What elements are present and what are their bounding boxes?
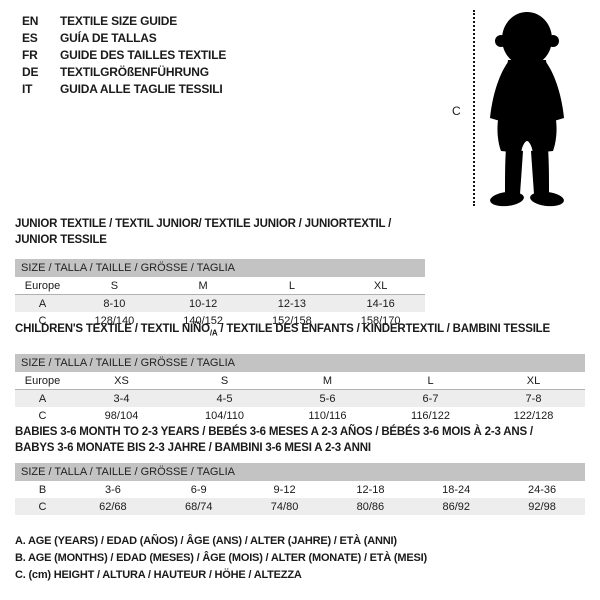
table-row (15, 498, 585, 515)
table-cell: XL (336, 277, 425, 295)
table-cell: 10-12 (189, 297, 218, 310)
table-cell: 74/80 (270, 500, 299, 513)
section-title: JUNIOR TEXTILE / TEXTIL JUNIOR/ TEXTILE JUNIOR / JUNIORTEXTIL / JUNIOR TESSILE (15, 218, 392, 246)
table-cell: S (173, 372, 276, 390)
language-row (22, 47, 226, 64)
table-cell: S (70, 277, 159, 295)
language-code: DE (22, 65, 39, 79)
table-row (15, 407, 585, 424)
section-childrens-textile (15, 321, 585, 424)
table-cell: L (379, 372, 482, 390)
table-cell: 98/104 (104, 409, 139, 422)
table-row (15, 390, 585, 408)
table-cell: 128/140 (94, 314, 135, 327)
baby-silhouette-icon (480, 10, 575, 210)
legend-line-b: B. AGE (MONTHS) / EDAD (MESES) / ÂGE (MOIS) / ALTER (MONATE) / ETÀ (MESI) (15, 552, 427, 564)
title-subscript: /A (209, 328, 218, 338)
table-cell: 140/152 (183, 314, 223, 327)
language-label: GUIDE DES TAILLES TEXTILE (60, 48, 227, 62)
size-header-bar: SIZE / TALLA / TAILLE / GRÖSSE / TAGLIA (15, 354, 585, 372)
table-cell: 5-6 (319, 392, 336, 405)
table-cell: XS (70, 372, 173, 390)
language-list (22, 13, 226, 98)
table-row (15, 372, 585, 390)
table-cell: 14-16 (366, 297, 395, 310)
row-label-cell: B (38, 483, 47, 496)
language-code: IT (22, 82, 33, 96)
height-dotted-line-icon (473, 10, 475, 206)
table-cell: 152/158 (271, 314, 312, 327)
table-cell: M (159, 277, 248, 295)
table-cell: L (248, 277, 337, 295)
table-cell: 104/110 (205, 409, 244, 422)
table-cell: 6-9 (190, 483, 207, 496)
language-code: FR (22, 48, 38, 62)
legend-line-a: A. AGE (YEARS) / EDAD (AÑOS) / ÂGE (ANS) / ALTER (JAHRE) / ETÀ (ANNI) (15, 535, 397, 547)
row-label-cell: A (38, 392, 47, 405)
table-cell: M (276, 372, 379, 390)
table-cell: XL (482, 372, 585, 390)
row-label-cell: C (38, 409, 47, 422)
section-junior-textile (15, 216, 425, 329)
language-label: GUIDA ALLE TAGLIE TESSILI (60, 82, 223, 96)
table-cell: 7-8 (525, 392, 542, 405)
table-cell: 8-10 (103, 297, 126, 310)
row-label-cell: Europe (15, 372, 70, 390)
table-cell: 158/170 (360, 314, 401, 327)
table-row (15, 277, 425, 295)
table-cell: 18-24 (442, 483, 471, 496)
table-cell: 3-4 (113, 392, 130, 405)
size-header-bar: SIZE / TALLA / TAILLE / GRÖSSE / TAGLIA (15, 463, 585, 481)
table-cell: 6-7 (422, 392, 439, 405)
section-title-line1: BABIES 3-6 MONTH TO 2-3 YEARS / BEBÉS 3-6 MESES A 2-3 AÑOS / BÉBÉS 3-6 MOIS À 2-3 ANS / (15, 426, 533, 438)
row-label-cell: Europe (15, 277, 70, 295)
table-cell: 68/74 (184, 500, 213, 513)
table-cell: 86/92 (442, 500, 470, 513)
table-cell: 116/122 (411, 409, 450, 422)
section-title: CHILDREN'S TEXTILE / TEXTIL $NIÑO_{/A}$ / TEXTILE DES ENFANTS / KINDERTEXTIL / BAMBINI TESSILE (15, 323, 550, 338)
table-cell: 92/98 (528, 500, 556, 513)
section-babies-textile (15, 424, 585, 515)
table-cell: 24-36 (528, 483, 557, 496)
table-cell: 62/68 (99, 500, 127, 513)
legend-line-c: C. (cm) HEIGHT / ALTURA / HAUTEUR / HÖHE / ALTEZZA (15, 569, 302, 581)
table-cell: 122/128 (513, 409, 554, 422)
size-table-babies (15, 481, 585, 515)
language-code: EN (22, 14, 39, 28)
language-row (22, 13, 226, 30)
size-table-children (15, 372, 585, 424)
table-cell: 3-6 (104, 483, 121, 496)
language-label: GUÍA DE TALLAS (60, 31, 157, 45)
row-label-cell: A (38, 297, 47, 310)
row-label-cell: C (38, 314, 47, 327)
table-cell: 12-13 (277, 297, 306, 310)
language-code: ES (22, 31, 38, 45)
language-label: TEXTILE SIZE GUIDE (60, 14, 178, 28)
table-cell: 9-12 (273, 483, 296, 496)
table-cell: 110/116 (308, 409, 347, 422)
size-header-bar: SIZE / TALLA / TAILLE / GRÖSSE / TAGLIA (15, 259, 425, 277)
language-row (22, 64, 226, 81)
table-cell: 4-5 (216, 392, 233, 405)
baby-figure (440, 0, 600, 220)
language-row (22, 30, 226, 47)
row-label-cell: C (38, 500, 47, 513)
section-title-line2: BABYS 3-6 MONATE BIS 2-3 JAHRE / BAMBINI 3-6 MESI A 2-3 ANNI (15, 442, 371, 454)
language-label: TEXTILGRÖßENFÜHRUNG (60, 65, 209, 79)
height-measure-label: C (452, 104, 461, 118)
table-cell: 80/86 (356, 500, 385, 513)
legend (15, 533, 427, 584)
table-row (15, 481, 585, 498)
table-cell: 12-18 (356, 483, 385, 496)
table-row (15, 295, 425, 313)
language-row (22, 81, 226, 98)
